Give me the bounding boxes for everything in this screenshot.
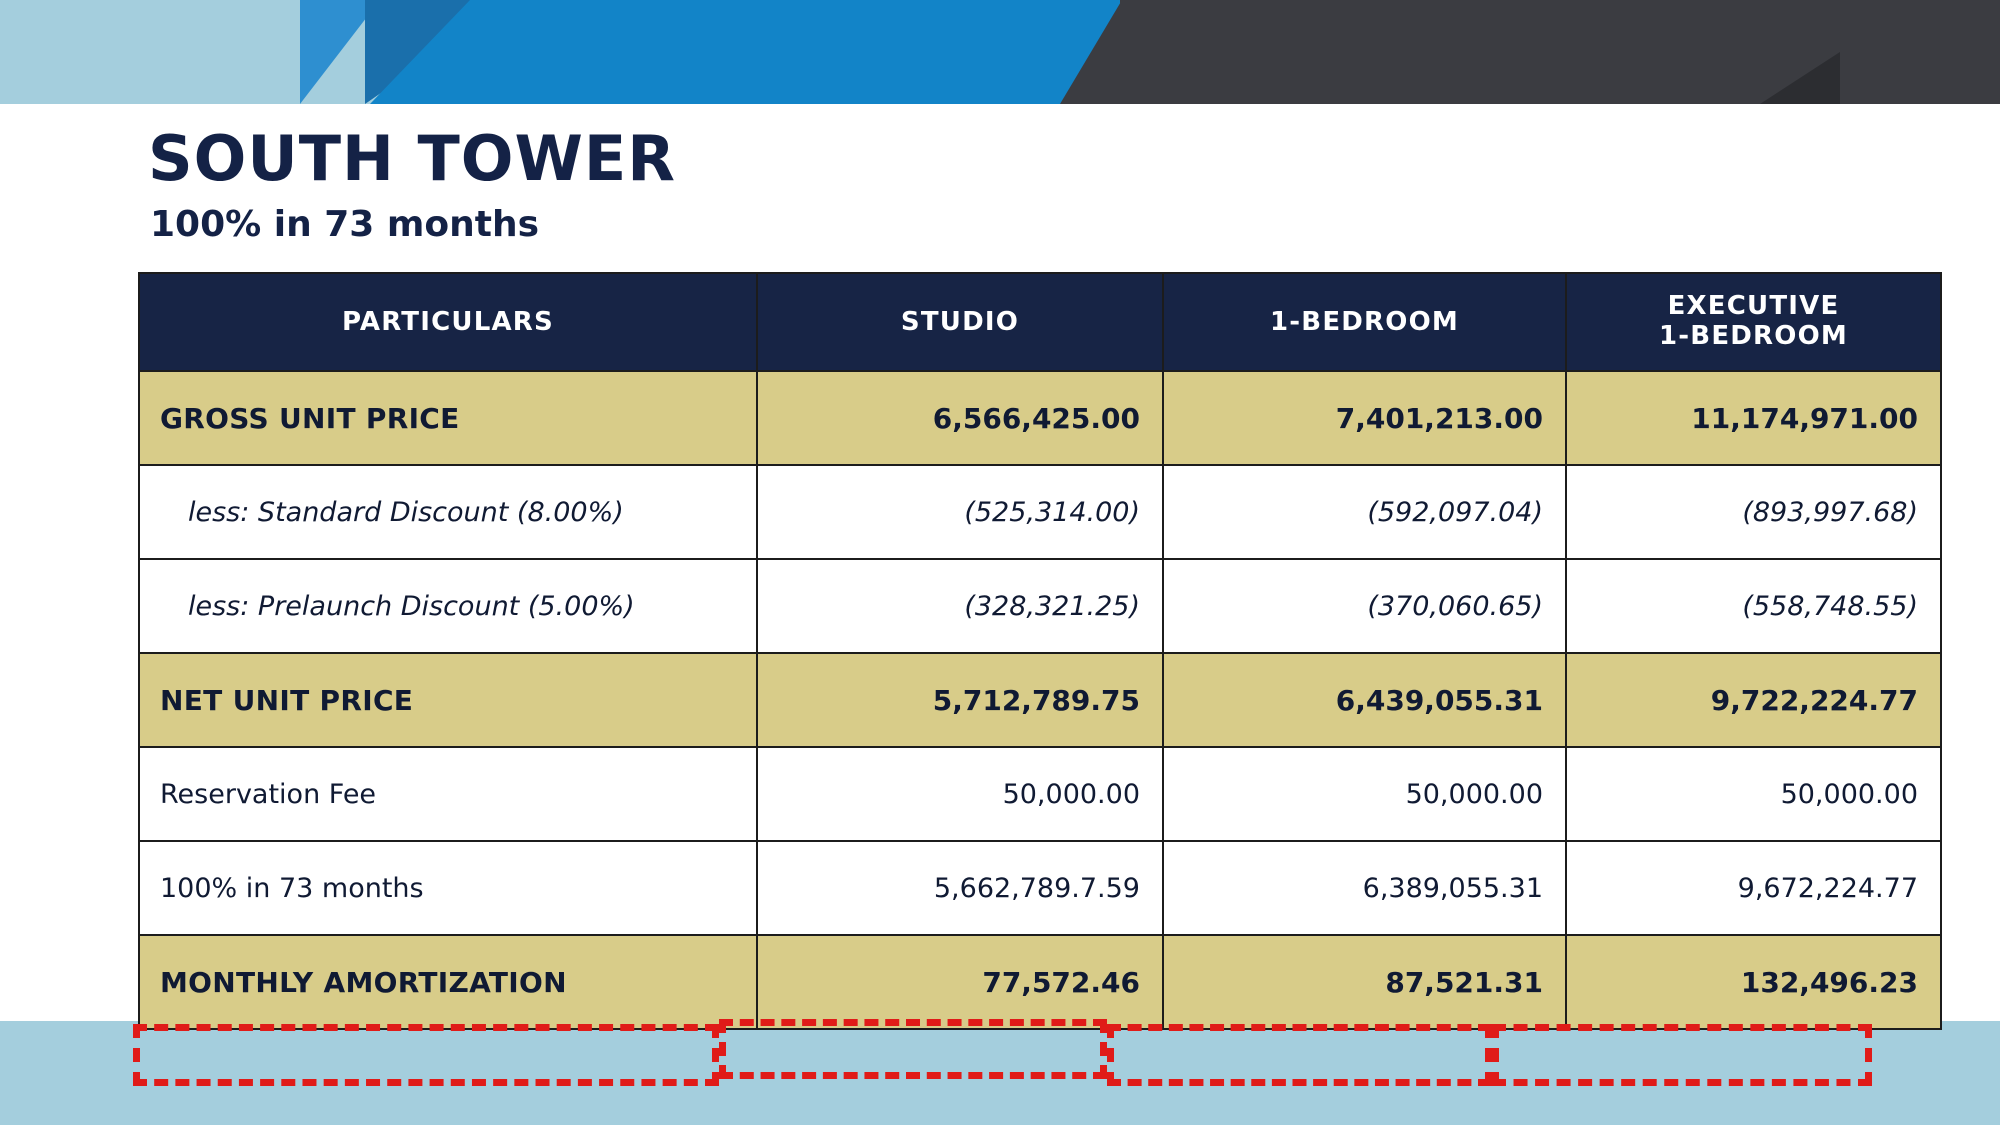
table-header-row — [139, 273, 1941, 371]
cell-net-unit-price-one-bedroom: 6,439,055.31 — [1163, 653, 1566, 747]
cell-term-one-bedroom: 6,389,055.31 — [1163, 841, 1566, 935]
slide-content — [0, 104, 2000, 1021]
band-triangle-blue-left — [370, 0, 470, 104]
column-header-particulars: PARTICULARS — [139, 273, 757, 371]
column-header-executive-line1: EXECUTIVE — [1667, 291, 1840, 322]
table-body — [139, 371, 1941, 1029]
cell-term-executive: 9,672,224.77 — [1566, 841, 1941, 935]
cell-monthly-amortization-executive: 132,496.23 — [1566, 935, 1941, 1029]
row-label-gross-unit-price: GROSS UNIT PRICE — [139, 371, 757, 465]
cell-term-studio: 5,662,789.7.59 — [757, 841, 1163, 935]
band-triangle-dark-left — [1060, 0, 1122, 104]
cell-monthly-amortization-studio: 77,572.46 — [757, 935, 1163, 1029]
cell-gross-unit-price-one-bedroom: 7,401,213.00 — [1163, 371, 1566, 465]
table-row — [139, 653, 1941, 747]
page-subtitle: 100% in 73 months — [150, 204, 540, 245]
row-label-monthly-amortization: MONTHLY AMORTIZATION — [139, 935, 757, 1029]
table-header — [139, 273, 1941, 371]
table-row — [139, 747, 1941, 841]
cell-standard-discount-studio: (525,314.00) — [757, 465, 1163, 559]
cell-prelaunch-discount-studio: (328,321.25) — [757, 559, 1163, 653]
cell-prelaunch-discount-executive: (558,748.55) — [1566, 559, 1941, 653]
row-label-net-unit-price: NET UNIT PRICE — [139, 653, 757, 747]
cell-reservation-fee-executive: 50,000.00 — [1566, 747, 1941, 841]
amortization-table — [138, 272, 1942, 1030]
page-title: SOUTH TOWER — [148, 122, 676, 195]
cell-monthly-amortization-one-bedroom: 87,521.31 — [1163, 935, 1566, 1029]
table-row — [139, 935, 1941, 1029]
row-label-term: 100% in 73 months — [139, 841, 757, 935]
column-header-executive-one-bedroom — [1566, 273, 1941, 371]
row-label-reservation-fee: Reservation Fee — [139, 747, 757, 841]
band-rect-blue — [470, 0, 1120, 104]
bottom-decorative-band — [0, 1021, 2000, 1125]
row-label-prelaunch-discount: less: Prelaunch Discount (5.00%) — [139, 559, 757, 653]
top-decorative-band — [0, 0, 2000, 104]
cell-gross-unit-price-studio: 6,566,425.00 — [757, 371, 1163, 465]
cell-prelaunch-discount-one-bedroom: (370,060.65) — [1163, 559, 1566, 653]
cell-gross-unit-price-executive: 11,174,971.00 — [1566, 371, 1941, 465]
row-label-standard-discount: less: Standard Discount (8.00%) — [139, 465, 757, 559]
band-rect-dark-right — [1840, 0, 2000, 104]
table-row — [139, 841, 1941, 935]
table-row — [139, 371, 1941, 465]
cell-net-unit-price-studio: 5,712,789.75 — [757, 653, 1163, 747]
column-header-executive-line2: 1-BEDROOM — [1659, 321, 1848, 351]
cell-reservation-fee-one-bedroom: 50,000.00 — [1163, 747, 1566, 841]
cell-net-unit-price-executive: 9,722,224.77 — [1566, 653, 1941, 747]
column-header-one-bedroom: 1-BEDROOM — [1163, 273, 1566, 371]
cell-standard-discount-one-bedroom: (592,097.04) — [1163, 465, 1566, 559]
table-row — [139, 465, 1941, 559]
column-header-studio: STUDIO — [757, 273, 1163, 371]
cell-standard-discount-executive: (893,997.68) — [1566, 465, 1941, 559]
table-row — [139, 559, 1941, 653]
cell-reservation-fee-studio: 50,000.00 — [757, 747, 1163, 841]
